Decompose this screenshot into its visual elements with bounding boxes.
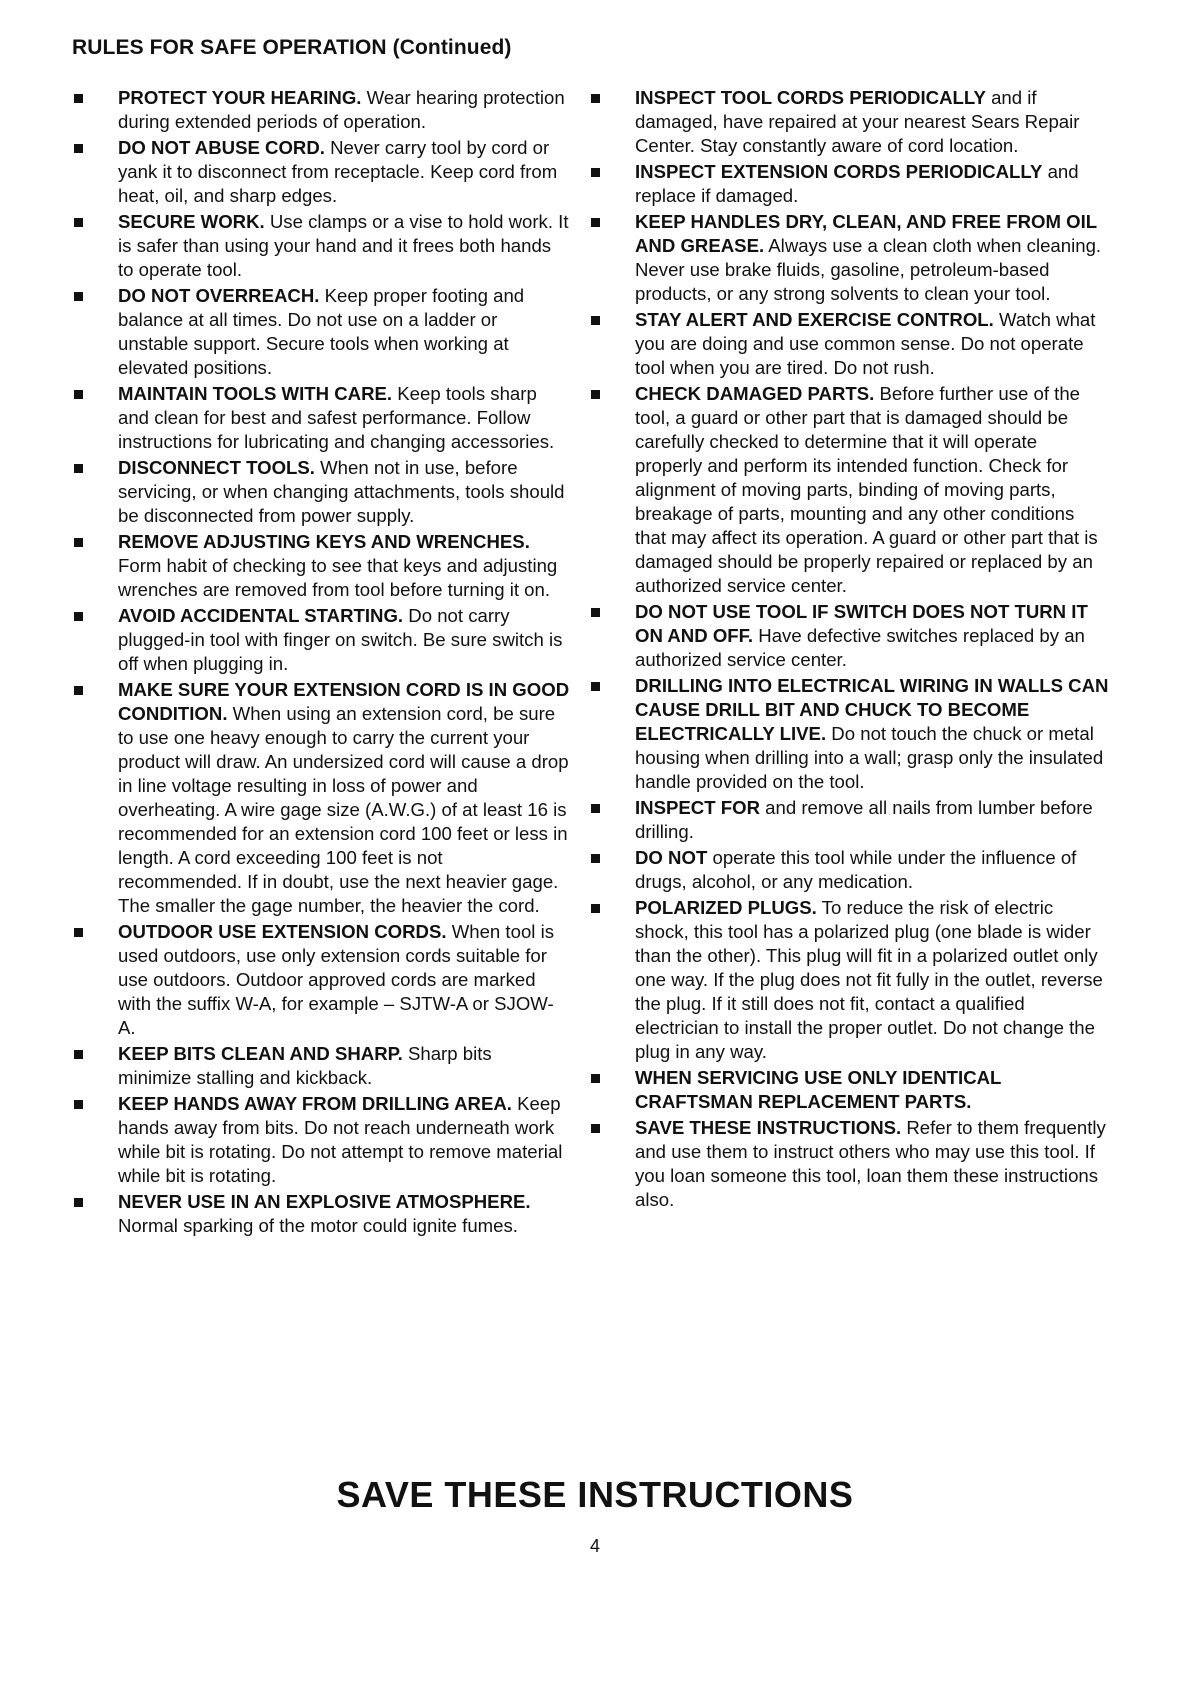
rule-heading: PROTECT YOUR HEARING.	[118, 87, 362, 108]
square-bullet-icon	[74, 292, 83, 301]
rule-item-polarized-plugs	[589, 896, 1109, 1064]
rule-heading: POLARIZED PLUGS.	[635, 897, 817, 918]
rule-heading: KEEP HANDLES DRY, CLEAN, AND FREE FROM OIL AND GREASE.	[635, 211, 1097, 256]
square-bullet-icon	[74, 1050, 83, 1059]
rule-heading: OUTDOOR USE EXTENSION CORDS.	[118, 921, 447, 942]
square-bullet-icon	[74, 218, 83, 227]
rule-heading: DO NOT	[635, 847, 708, 868]
rule-item-hands-away	[72, 1092, 570, 1188]
rule-heading: INSPECT TOOL CORDS PERIODICALLY	[635, 87, 986, 108]
rule-text: To reduce the risk of electric shock, this tool has a polarized plug (one blade is wider than the other). This plug will fit in a polarized outlet only one way. If the plug does not fit fully in the outlet, reverse the plug. If it still does not fit, contact a qualified electrician to install the proper outlet. Do not change the plug in any way.	[635, 897, 1103, 1062]
rule-heading: CHECK DAMAGED PARTS.	[635, 383, 875, 404]
square-bullet-icon	[74, 94, 83, 103]
rule-text: When using an extension cord, be sure to use one heavy enough to carry the current your product will draw. An undersized cord will cause a drop in line voltage resulting in loss of power and overheating. A wire gage size (A.W.G.) of at least 16 is recommended for an extension cord 100 feet or less in length. A cord exceeding 100 feet is not recommended. If in doubt, use the next heavier gage. The smaller the gage number, the heavier the cord.	[118, 703, 569, 916]
square-bullet-icon	[591, 1124, 600, 1133]
square-bullet-icon	[74, 612, 83, 621]
rule-text: Keep hands away from bits. Do not reach underneath work while bit is rotating. Do not attempt to remove material while bit is rotating.	[118, 1093, 563, 1186]
square-bullet-icon	[591, 804, 600, 813]
rule-item-stay-alert	[589, 308, 1109, 380]
rule-text: Always use a clean cloth when cleaning. Never use brake fluids, gasoline, petroleum-based products, or any strong solvents to clean your tool.	[635, 235, 1102, 304]
square-bullet-icon	[74, 1100, 83, 1109]
rule-text: and remove all nails from lumber before drilling.	[635, 797, 1093, 842]
square-bullet-icon	[74, 538, 83, 547]
square-bullet-icon	[591, 682, 600, 691]
rule-item-bits-clean	[72, 1042, 570, 1090]
rule-heading: WHEN SERVICING USE ONLY IDENTICAL CRAFTSMAN REPLACEMENT PARTS.	[635, 1067, 1002, 1112]
rule-text: and replace if damaged.	[635, 161, 1079, 206]
rule-item-disconnect-tools	[72, 456, 570, 528]
rule-item-protect-hearing	[72, 86, 570, 134]
square-bullet-icon	[74, 464, 83, 473]
square-bullet-icon	[591, 168, 600, 177]
rule-text: Do not carry plugged-in tool with finger on switch. Be sure switch is off when plugging in.	[118, 605, 563, 674]
rule-heading: DO NOT ABUSE CORD.	[118, 137, 325, 158]
page-title: RULES FOR SAFE OPERATION (Continued)	[72, 36, 512, 59]
rule-text: and if damaged, have repaired at your nearest Sears Repair Center. Stay constantly aware of cord location.	[635, 87, 1080, 156]
rule-text: When tool is used outdoors, use only extension cords suitable for use outdoors. Outdoor approved cords are marked with the suffix W-A, for example – SJTW-A or SJOW-A.	[118, 921, 555, 1038]
rule-heading: AVOID ACCIDENTAL STARTING.	[118, 605, 404, 626]
rule-heading: SECURE WORK.	[118, 211, 265, 232]
rule-item-electrical-wiring	[589, 674, 1109, 794]
rule-text: Use clamps or a vise to hold work. It is safer than using your hand and it frees both hands to operate tool.	[118, 211, 569, 280]
square-bullet-icon	[74, 390, 83, 399]
rule-heading: INSPECT EXTENSION CORDS PERIODICALLY	[635, 161, 1043, 182]
square-bullet-icon	[74, 928, 83, 937]
rule-text: Sharp bits minimize stalling and kickback.	[118, 1043, 492, 1088]
square-bullet-icon	[591, 94, 600, 103]
rule-item-secure-work	[72, 210, 570, 282]
rule-heading: KEEP BITS CLEAN AND SHARP.	[118, 1043, 403, 1064]
rule-item-switch	[589, 600, 1109, 672]
rule-heading: STAY ALERT AND EXERCISE CONTROL.	[635, 309, 994, 330]
rule-text: Watch what you are doing and use common sense. Do not operate tool when you are tired. Do not rush.	[635, 309, 1096, 378]
rule-text: Never carry tool by cord or yank it to disconnect from receptacle. Keep cord from heat, oil, and sharp edges.	[118, 137, 558, 206]
rule-item-accidental-starting	[72, 604, 570, 676]
rule-item-drugs-alcohol	[589, 846, 1109, 894]
rule-heading: REMOVE ADJUSTING KEYS AND WRENCHES.	[118, 531, 530, 552]
rule-item-replacement-parts	[589, 1066, 1109, 1114]
square-bullet-icon	[74, 686, 83, 695]
rule-text: Wear hearing protection during extended periods of operation.	[118, 87, 565, 132]
rule-item-damaged-parts	[589, 382, 1109, 598]
square-bullet-icon	[591, 390, 600, 399]
square-bullet-icon	[591, 1074, 600, 1083]
square-bullet-icon	[74, 144, 83, 153]
rule-heading: SAVE THESE INSTRUCTIONS.	[635, 1117, 902, 1138]
rule-item-handles-dry	[589, 210, 1109, 306]
rule-item-overreach	[72, 284, 570, 380]
rule-text: When not in use, before servicing, or when changing attachments, tools should be disconnected from power supply.	[118, 457, 565, 526]
page-number: 4	[589, 1536, 600, 1556]
square-bullet-icon	[591, 316, 600, 325]
rule-text: Keep proper footing and balance at all times. Do not use on a ladder or unstable support. Secure tools when working at elevated positions.	[118, 285, 525, 378]
rule-heading: INSPECT FOR	[635, 797, 760, 818]
rule-text: Have defective switches replaced by an authorized service center.	[635, 625, 1085, 670]
rule-heading: KEEP HANDS AWAY FROM DRILLING AREA.	[118, 1093, 512, 1114]
rule-heading: MAKE SURE YOUR EXTENSION CORD IS IN GOOD CONDITION.	[118, 679, 570, 724]
rule-item-remove-keys	[72, 530, 570, 602]
rule-text: Before further use of the tool, a guard or other part that is damaged should be carefully checked to determine that it will operate properly and perform its intended function. Check for alignment of moving parts, binding of moving parts, breakage of parts, mounting and any other conditions that may affect its operation. A guard or other part that is damaged should be properly repaired or replaced by an authorized service center.	[635, 383, 1098, 596]
rule-item-inspect-extension-cords	[589, 160, 1109, 208]
rule-heading: NEVER USE IN AN EXPLOSIVE ATMOSPHERE.	[118, 1191, 531, 1212]
save-instructions-banner: SAVE THESE INSTRUCTIONS	[336, 1474, 854, 1515]
rule-text: Form habit of checking to see that keys and adjusting wrenches are removed from tool before turning it on.	[118, 555, 558, 600]
rule-item-abuse-cord	[72, 136, 570, 208]
rule-item-maintain-tools	[72, 382, 570, 454]
rule-heading: DRILLING INTO ELECTRICAL WIRING IN WALLS CAN CAUSE DRILL BIT AND CHUCK TO BECOME ELECTRICALLY LIVE.	[635, 675, 1109, 744]
rule-heading: DO NOT USE TOOL IF SWITCH DOES NOT TURN IT ON AND OFF.	[635, 601, 1088, 646]
left-rules-column	[72, 86, 570, 1240]
square-bullet-icon	[591, 218, 600, 227]
square-bullet-icon	[74, 1198, 83, 1207]
rule-item-explosive-atmosphere	[72, 1190, 570, 1238]
right-rules-column	[589, 86, 1109, 1214]
rule-heading: MAINTAIN TOOLS WITH CARE.	[118, 383, 393, 404]
rule-text: operate this tool while under the influence of drugs, alcohol, or any medication.	[635, 847, 1077, 892]
rule-text: Normal sparking of the motor could ignite fumes.	[118, 1215, 518, 1236]
rule-item-inspect-nails	[589, 796, 1109, 844]
rule-item-inspect-tool-cords	[589, 86, 1109, 158]
rule-heading: DO NOT OVERREACH.	[118, 285, 320, 306]
square-bullet-icon	[591, 904, 600, 913]
rule-item-save-instructions	[589, 1116, 1109, 1212]
rule-text: Refer to them frequently and use them to instruct others who may use this tool. If you loan someone this tool, loan them these instructions also.	[635, 1117, 1106, 1210]
rule-heading: DISCONNECT TOOLS.	[118, 457, 315, 478]
square-bullet-icon	[591, 854, 600, 863]
rule-text: Keep tools sharp and clean for best and safest performance. Follow instructions for lubricating and changing accessories.	[118, 383, 555, 452]
rule-item-extension-cord-condition	[72, 678, 570, 918]
rule-item-outdoor-cords	[72, 920, 570, 1040]
rule-text: Do not touch the chuck or metal housing when drilling into a wall; grasp only the insulated handle provided on the tool.	[635, 723, 1104, 792]
square-bullet-icon	[591, 608, 600, 617]
